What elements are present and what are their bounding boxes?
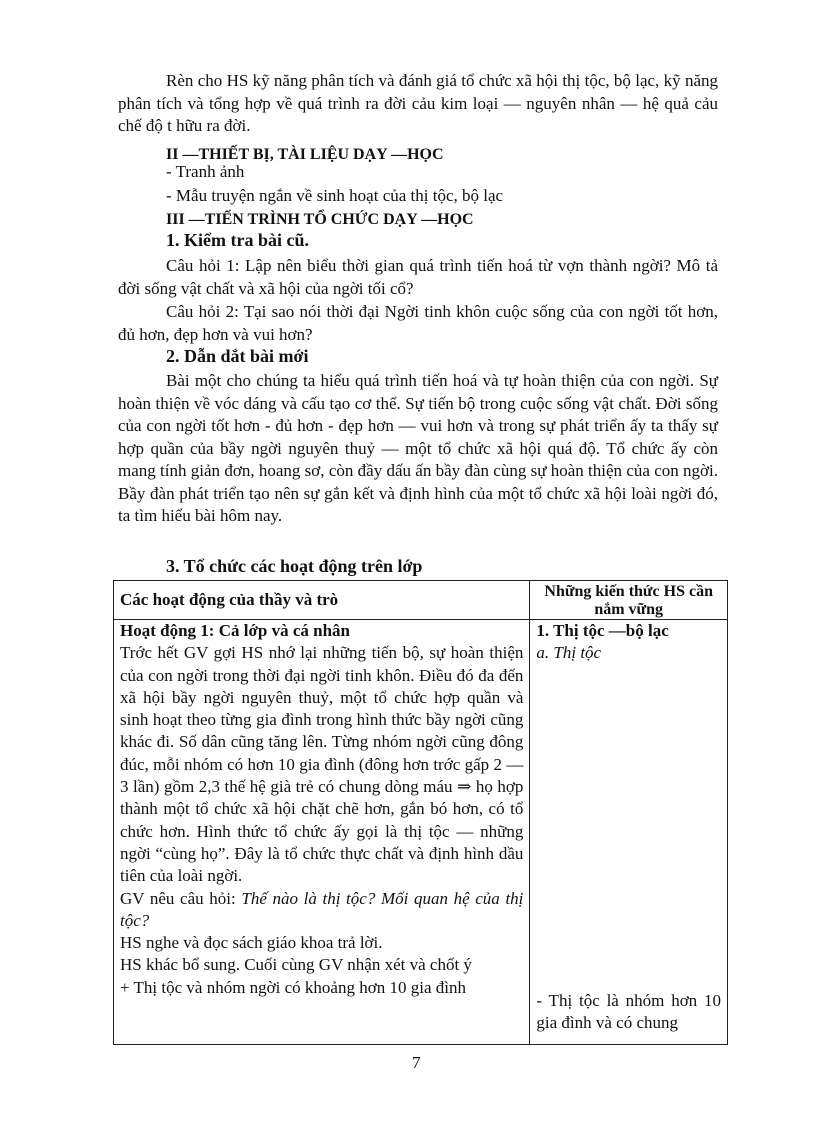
knowledge-cell — [530, 620, 728, 1045]
activity-title: Hoạt động 1: Cả lớp và cá nhân — [120, 621, 350, 640]
activity-text-part-1: Trớc hết GV gợi HS nhớ lại những tiến bộ, sự hoàn thiện của con ngời trong thời đại ngời tinh khôn. Điều đó đa đến xã hội bầy ngời nguyên thuỷ, một tổ chức hợp quần và sinh hoạt theo từng gia đình trong hình thức bầy ngời cũng khác đi. Số dân cũng tăng lên. Từng nhóm ngời cũng đông đúc, mỗi nhóm có hơn 10 gia đình (đông hơn trớc gấp 2 — 3 lần) gồm 2,3 thế hệ già trẻ có chung dòng máu — [120, 643, 524, 797]
equipment-item-2: - Mẫu truyện ngắn về sinh hoạt của thị tộc, bộ lạc — [166, 186, 504, 205]
table-body-row — [114, 620, 728, 1045]
knowledge-spacer — [536, 665, 721, 990]
equipment-item-1: - Tranh ảnh — [166, 162, 245, 181]
table-header-row — [114, 581, 728, 620]
page-number: 7 — [412, 1053, 421, 1072]
header-activities: Các hoạt động của thầy và trò — [114, 581, 530, 620]
gv-question-lead: GV nêu câu hỏi: — [120, 888, 242, 908]
knowledge-point: - Thị tộc là nhóm hơn 10 gia đình và có chung — [536, 990, 721, 1032]
lead-in-paragraph: Bài một cho chúng ta hiểu quá trình tiến hoá và tự hoàn thiện của con ngời. Sự hoàn thiện về vóc dáng và cấu tạo cơ thể. Sự tiến bộ trong cuộc sống vật chất. Đời sống của con ngời tốt hơn - đủ hơn - đẹp hơn — vui hơn và trong sự phát triển ấy ta thấy sự hợp quần của bầy ngời nguyên thuỷ — một tổ chức xã hội quá độ. Tổ chức ấy còn mang tính giản đơn, hoang sơ, còn đầy dấu ấn bầy đàn cùng sự hoàn thiện của con ngời. Bầy đàn phát triển tạo nên sự gắn kết và định hình của một tổ chức xã hội loài ngời đó, ta tìm hiểu bài hôm nay. — [118, 371, 718, 525]
hs-supplement: HS khác bổ sung. Cuối cùng GV nhận xét và chốt ý — [120, 955, 472, 975]
review-question-1: Câu hỏi 1: Lập nên biểu thời gian quá trình tiến hoá từ vợn thành ngời? Mô tả đời sống vật chất và xã hội của ngời tối cổ? — [118, 256, 718, 298]
subsection-1-title: 1. Kiểm tra bài cũ. — [166, 230, 309, 250]
knowledge-title: 1. Thị tộc —bộ lạc — [536, 621, 669, 640]
header-knowledge: Những kiến thức HS cần nắm vững — [530, 581, 728, 620]
section-3-title: III —TIẾN TRÌNH TỔ CHỨC DẠY —HỌC — [166, 211, 474, 228]
gv-question-text: Thế nào là thị tộc? Mối quan hệ của thị tộc? — [120, 888, 524, 930]
knowledge-subtitle: a. Thị tộc — [536, 643, 602, 663]
activity-description — [120, 642, 523, 887]
subsection-3-title: 3. Tổ chức các hoạt động trên lớp — [166, 556, 423, 576]
activity-text-part-2: họ hợp thành một tổ chức xã hội chặt chẽ hơn, gắn bó hơn, có tổ chức hơn. Hình thức tổ chức ấy gọi là thị tộc — những ngời “cùng họ”. Đây là tổ chức thực chất và định hình dầu tiên của loài ngời. — [120, 777, 524, 886]
activities-table — [113, 580, 728, 1045]
activities-cell — [114, 620, 530, 1045]
gv-question — [120, 888, 523, 933]
implies-arrow-icon: ⇒ — [457, 777, 472, 797]
intro-paragraph: Rèn cho HS kỹ năng phân tích và đánh giá tổ chức xã hội thị tộc, bộ lạc, kỹ năng phân tích và tổng hợp về quá trình ra đời cảu kim loại — nguyên nhân — hệ quả cảu chế độ t hữu ra đời. — [118, 71, 718, 135]
section-2-title: II —THIẾT BỊ, TÀI LIỆU DẠY —HỌC — [166, 146, 444, 163]
summary-line: + Thị tộc và nhóm ngời có khoảng hơn 10 gia đình — [120, 977, 466, 997]
hs-answer: HS nghe và đọc sách giáo khoa trả lời. — [120, 933, 383, 953]
review-question-2: Câu hỏi 2: Tại sao nói thời đại Ngời tinh khôn cuộc sống của con ngời tốt hơn, đủ hơn, đẹp hơn và vui hơn? — [118, 302, 718, 344]
subsection-2-title: 2. Dẫn dắt bài mới — [166, 346, 309, 366]
